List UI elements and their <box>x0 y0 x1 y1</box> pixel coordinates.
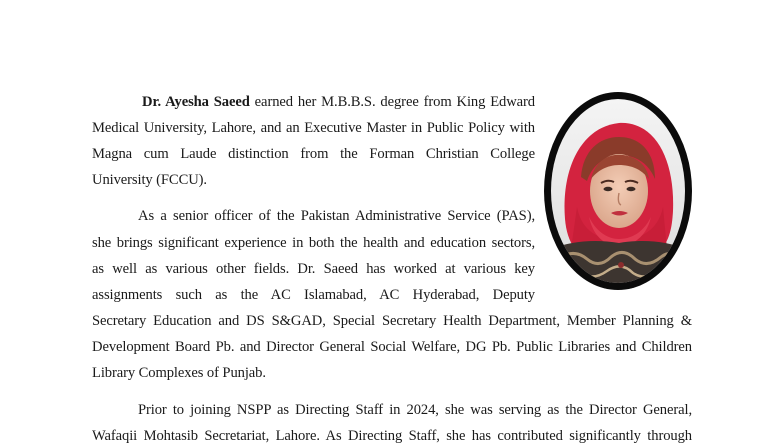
para2-line6: Development Board Pb. and Director General Social Welfare, DG Pb. Public Libraries and Children <box>92 339 692 355</box>
para1-line2: Medical University, Lahore, and an Executive Master in Public Policy with <box>92 120 535 136</box>
para1-line1 <box>92 92 535 112</box>
portrait-photo <box>544 92 692 290</box>
para2-line1: As a senior officer of the Pakistan Administrative Service (PAS), <box>138 208 535 224</box>
para1-line1-text: earned her M.B.B.S. degree from King Edward <box>249 94 535 110</box>
para2-line7: Library Complexes of Punjab. <box>92 365 266 381</box>
para2-line3: as well as various other fields. Dr. Saeed has worked at various key <box>92 261 535 277</box>
para2-line2: she brings significant experience in both the health and education sectors, <box>92 235 535 251</box>
para1-line3: Magna cum Laude distinction from the Forman Christian College <box>92 146 535 162</box>
para2-line4: assignments such as the AC Islamabad, AC Hyderabad, Deputy <box>92 287 535 303</box>
para1-line4: University (FCCU). <box>92 172 207 188</box>
para3-line2: Wafaqii Mohtasib Secretariat, Lahore. As Directing Staff, she has contributed significantly through <box>92 428 692 444</box>
person-name: Dr. Ayesha Saeed <box>142 94 250 110</box>
para3-line1: Prior to joining NSPP as Directing Staff in 2024, she was serving as the Director General, <box>138 402 692 418</box>
para2-line5: Secretary Education and DS S&GAD, Special Secretary Health Department, Member Planning & <box>92 313 692 329</box>
portrait-illustration <box>551 99 685 283</box>
